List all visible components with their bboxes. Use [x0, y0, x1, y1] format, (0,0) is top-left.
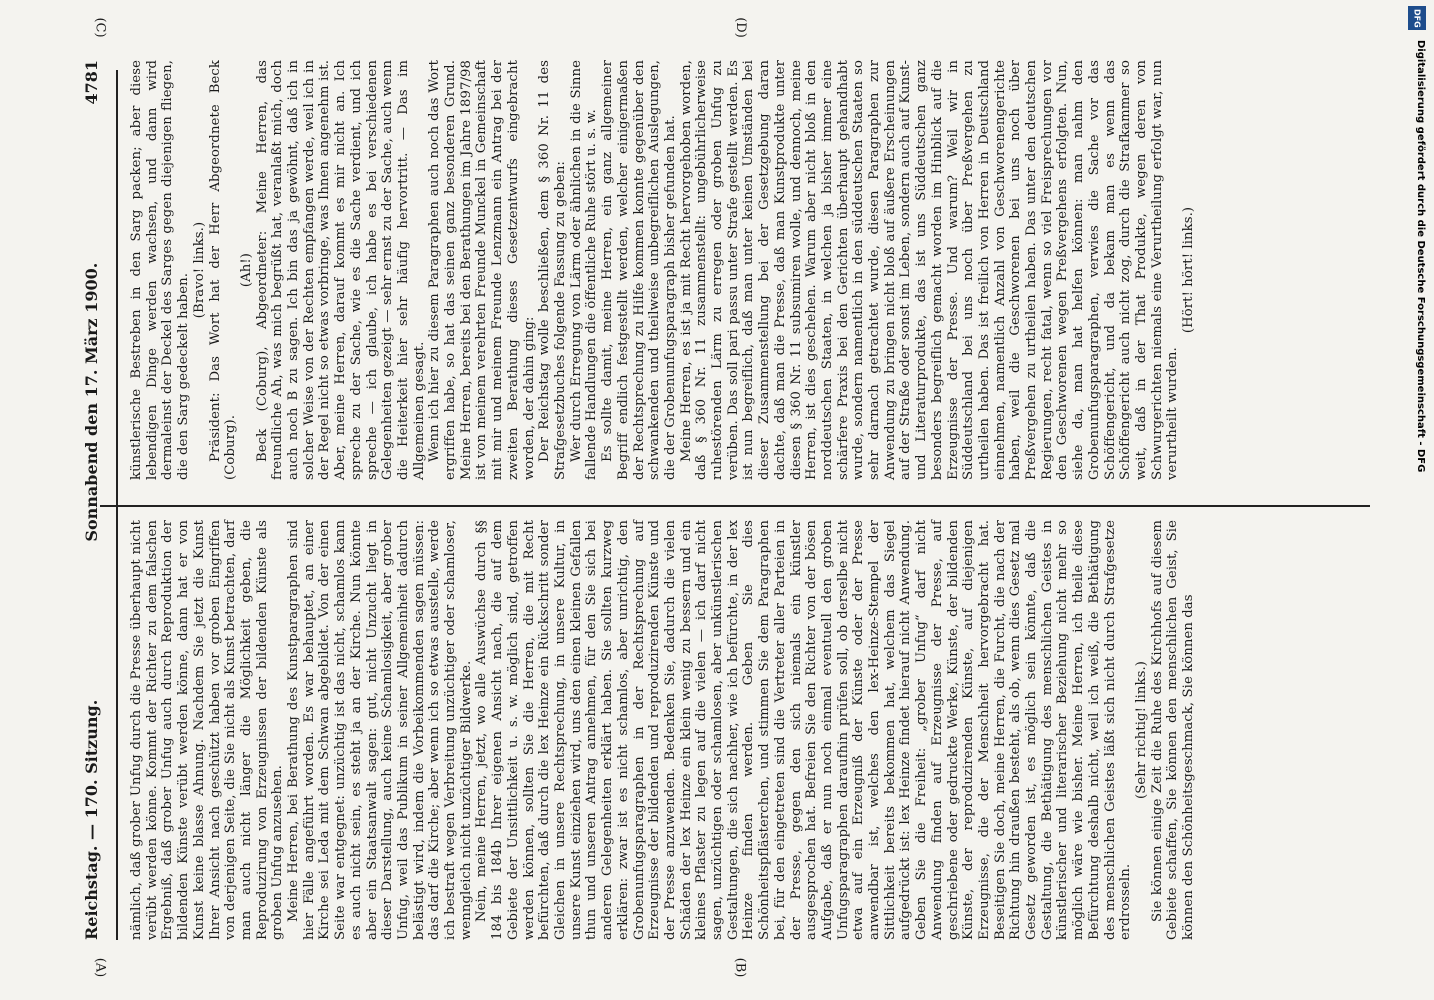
marker-d: (D) [732, 17, 748, 38]
paragraph: nämlich, daß grober Unfug durch die Presse überhaupt nicht verübt werden könne. Kommt der Richter zu dem falschen Ergebniß, daß grober Unfug auch durch Reproduktion der bildenden Künste verübt werden könne, dann hat er von Kunst keine blasse Ahnung. Nachdem Sie jetzt die Kunst Ihrer Ansicht nach geschützt haben vor groben Eingriffen von derjenigen Seite, die Sie nicht als Kunst betrachten, darf man auch nicht länger die Möglichkeit geben, die Reproduzirung von Erzeugnissen der bildenden Künste als groben Unfug anzusehen. [129, 520, 286, 940]
dfg-logo-icon: DFG [1408, 6, 1426, 30]
paragraph: Nein, meine Herren, jetzt, wo alle Auswüchse durch §§ 184 bis 184b Ihrer eigenen Ansicht nach, die auf dem Gebiete der Unsittlichkeit u. s. w. möglich sind, getroffen werden können, sollten Sie die Herren, die mit Recht befürchten, daß durch die lex Heinze ein Rückschritt sonder Gleichen in unsere Rechtsprechung, in unsere Kultur, in unsere Kunst einziehen wird, uns den einen kleinen Gefallen thun und unseren Antrag annehmen, für den Sie sich bei anderen Gelegenheiten erklärt haben. Sie sollten kurzweg erklären: zwar ist es nicht schamlos, aber unrichtig, den Grobenunfugsparagraphen in der Rechtsprechung auf Erzeugnisse der bildenden und reproduzirenden Künste und der Presse anzuwenden. Bedenken Sie, dadurch die vielen Schäden der lex Heinze ein klein wenig zu bessern und ein kleines Pflaster zu legen auf die vielen — ich darf nicht sagen, unzüchtigen oder schamlosen, aber unkünstlerischen Gestaltungen, die sich nachher, wie ich befürchte, in der lex Heinze finden werden. Geben Sie dies Schönheitspflästerchen, und stimmen Sie dem Paragraphen bei, für den eingetreten sind die Vertreter aller Parteien in der Presse, gegen den sich niemals ein künstler ausgesprochen hat. Befreien Sie den Richter von der bösen Aufgabe, daß er nun noch einmal eventuell den groben Unfugsparagraphen daraufhin prüfen soll, ob derselbe nicht etwa auf ein Erzeugniß der Künste oder der Presse anwendbar ist, welches den lex-Heinze-Stempel der Sittlichkeit bereits bekommen hat, welchem das Siegel aufgedrückt ist: lex Heinze findet hierauf nicht Anwendung. Geben Sie die Freiheit: „grober Unfug“ darf nicht Anwendung finden auf Erzeugnisse der Presse, auf geschriebene oder gedruckte Werke, Künste, der bildenden Künste, der reproduzirenden Künste, auf diejenigen Erzeugnisse, die der Menschheit hervorgebracht hat. Beseitigen Sie doch, meine Herren, die Furcht, die nach der Richtung hin draußen besteht, als ob, wenn dies Gesetz mal Gesetz geworden ist, es möglich sein könnte, daß die Gestaltung, die Bethätigung des menschlichen Geistes in künstlerischer und literarischer Beziehung nicht mehr so möglich wäre wie bisher. Meine Herren, ich theile diese Befürchtung deshalb nicht, weil ich weiß, die Bethätigung des menschlichen Geistes läßt sich nicht durch Strafgesetze erdrosseln. [474, 520, 1134, 940]
paragraph: Es sollte damit, meine Herren, ein ganz allgemeiner Begriff endlich festgestellt werden, welcher einigermaßen der Rechtsprechung zu Hilfe kommen konnte gegenüber den schwankenden und theilweise unbegreiflichen Auslegungen, die der Grobenunfugsparagraph bisher gefunden hat. [600, 60, 678, 480]
page-header [74, 60, 108, 940]
interjection: (Bravo! links.) [191, 221, 207, 319]
left-column [129, 520, 1197, 940]
interjection: (Ah!) [238, 252, 254, 288]
marker-b: (B) [732, 957, 748, 978]
paragraph: Sie können einige Zeit die Ruhe des Kirchhofs auf diesem Gebiete schaffen, Sie können den menschlichen Geist, Sie können den Schönheitsgeschmack, Sie können das [1149, 520, 1197, 940]
paragraph: Wenn ich hier zu diesem Paragraphen auch noch das Wort ergriffen habe, so hat das seinen ganz besonderen Grund. Meine Herren, bereits bei den Berathungen im Jahre 1897/98 ist von meinem verehrten Freunde Munckel in Gemeinschaft mit mir und meinem Freunde Lenzmann ein Antrag bei der zweiten Berathung dieses Gesetzentwurfs eingebracht worden, der dahin ging: [427, 60, 537, 480]
paragraph: Meine Herren, es ist ja mit Recht hervorgehoben worden, daß § 360 Nr. 11 zusammenstellt: ungebührlicherweise ruhestörenden Lärm zu erregen oder groben Unfug zu verüben. Das soll pari passu unter Strafe gestellt werden. Es ist nun begreiflich, daß man unter keinen Umständen bei dieser Zusammenstellung bei der Gesetzgebung daran dachte, daß man die Presse, daß man Kunstprodukte unter diesen § 360 Nr. 11 subsumiren wolle, und dennoch, meine Herren, ist dies geschehen. Warum aber nicht bloß in den norddeutschen Staaten, in welchen ja bisher immer eine schärfere Praxis bei den Gerichten überhaupt gehandhabt wurde, sondern namentlich in den süddeutschen Staaten so sehr darnach getrachtet wurde, diesen Paragraphen zur Anwendung zu bringen nicht bloß auf äußere Erscheinungen auf der Straße oder sonst im Leben, sondern auch auf Kunst- und Literaturprodukte, das ist uns Süddeutschen ganz besonders begreiflich gemacht worden im Hinblick auf die Erzeugnisse der Presse. Und warum? Weil wir in Süddeutschland bei uns noch über Preßvergehen zu urtheilen haben. Das ist freilich von Herren in Deutschland einnehmen, namentlich Anzahl von Geschworenengerichte haben, weil die Geschworenen bei uns noch über Preßvergehen zu urtheilen haben. Das unter den deutschen Regierungen, recht fatal, wenn so viel Freisprechungen vor den Geschworenen wegen Preßvergehens erfolgten. Nun, siehe da, man hat helfen können: man nahm den Grobenunfugsparagraphen, verwies die Sache vor das Schöffengericht, und da bekam man es wenn das Schöffengericht auch nicht zog, durch die Strafkammer so weit, daß in der That Produkte, wegen deren von Schwurgerichten niemals eine Verurtheilung erfolgt war, nun verurtheilt wurden. [678, 60, 1181, 480]
paragraph: Wer durch Erregung von Lärm oder ähnlichen in die Sinne fallende Handlungen die öffentliche Ruhe stört u. s. w. [568, 60, 600, 480]
marker-a: (A) [92, 957, 108, 978]
header-left: Reichstag. — 170. Sitzung. [81, 699, 101, 940]
paragraph: künstlerische Bestreben in den Sarg packen; aber diese lebendigen Dinge werden wachsen, und dann wird dermaleinst der Deckel des Sarges gegen diejenigen fliegen, die den Sarg gedeckelt haben. [129, 60, 192, 480]
paragraph: Beck (Coburg), Abgeordneter: Meine Herren, das freundliche Ah, was mich begrüßt hat, veranlaßt mich, doch auch noch B zu sagen. Ich bin das ja gewöhnt, daß ich in solcher Weise von der Rechten empfangen werde, weil ich in der Regel nicht so etwas vorbringe, was Ihnen angenehm ist. Aber, meine Herren, darauf kommt es mir nicht an. Ich spreche zu der Sache, wie es die Sache verdient, und ich spreche — ich glaube, ich habe es bei verschiedenen Gelegenheiten gezeigt — sehr ernst zu der Sache, auch wenn die Heiterkeit hier sehr häufig hervortritt. — Das im Allgemeinen gesagt. [254, 60, 427, 480]
interjection: (Sehr richtig! links.) [1134, 660, 1149, 800]
header-date: Sonnabend den 17. März 1900. [81, 262, 101, 542]
page-number: 4781 [81, 60, 101, 105]
funding-credit: Digitalisierung gefördert durch die Deutsche Forschungsgemeinschaft - DFG [1415, 40, 1426, 473]
paragraph: Meine Herren, bei Berathung des Kunstparagraphen sind hier Fälle angeführt worden. Es war behauptet, an einer Kirche sei Leda mit dem Schwan abgebildet. Von der einen Seite war entgegnet: unzüchtig ist das nicht, schamlos kann es auch nicht sein, es steht ja an der Kirche. Nun könnte aber ein Staatsanwalt sagen: gut, nicht Unzucht liegt in dieser Darstellung, auch keine Schamlosigkeit, aber grober Unfug, weil das Publikum in seiner Allgemeinheit dadurch belästigt wird, indem die Vorbeikommenden sagen müssen: das darf die Kirche; aber wenn ich so etwas ausstelle, werde ich bestraft wegen Verbreitung unzüchtiger oder schamloser, wenngleich nicht unzüchtiger Bildwerke. [286, 520, 474, 940]
paragraph: Der Reichstag wolle beschließen, dem § 360 Nr. 11 des Strafgesetzbuches folgende Fassung zu geben: [537, 60, 568, 480]
marker-c: (C) [92, 17, 108, 38]
column-divider [100, 505, 1370, 507]
paragraph: Präsident: Das Wort hat der Herr Abgeordnete Beck (Coburg). [207, 60, 239, 480]
right-column [129, 60, 1197, 480]
interjection: (Hört! hört! links.) [1181, 206, 1197, 334]
